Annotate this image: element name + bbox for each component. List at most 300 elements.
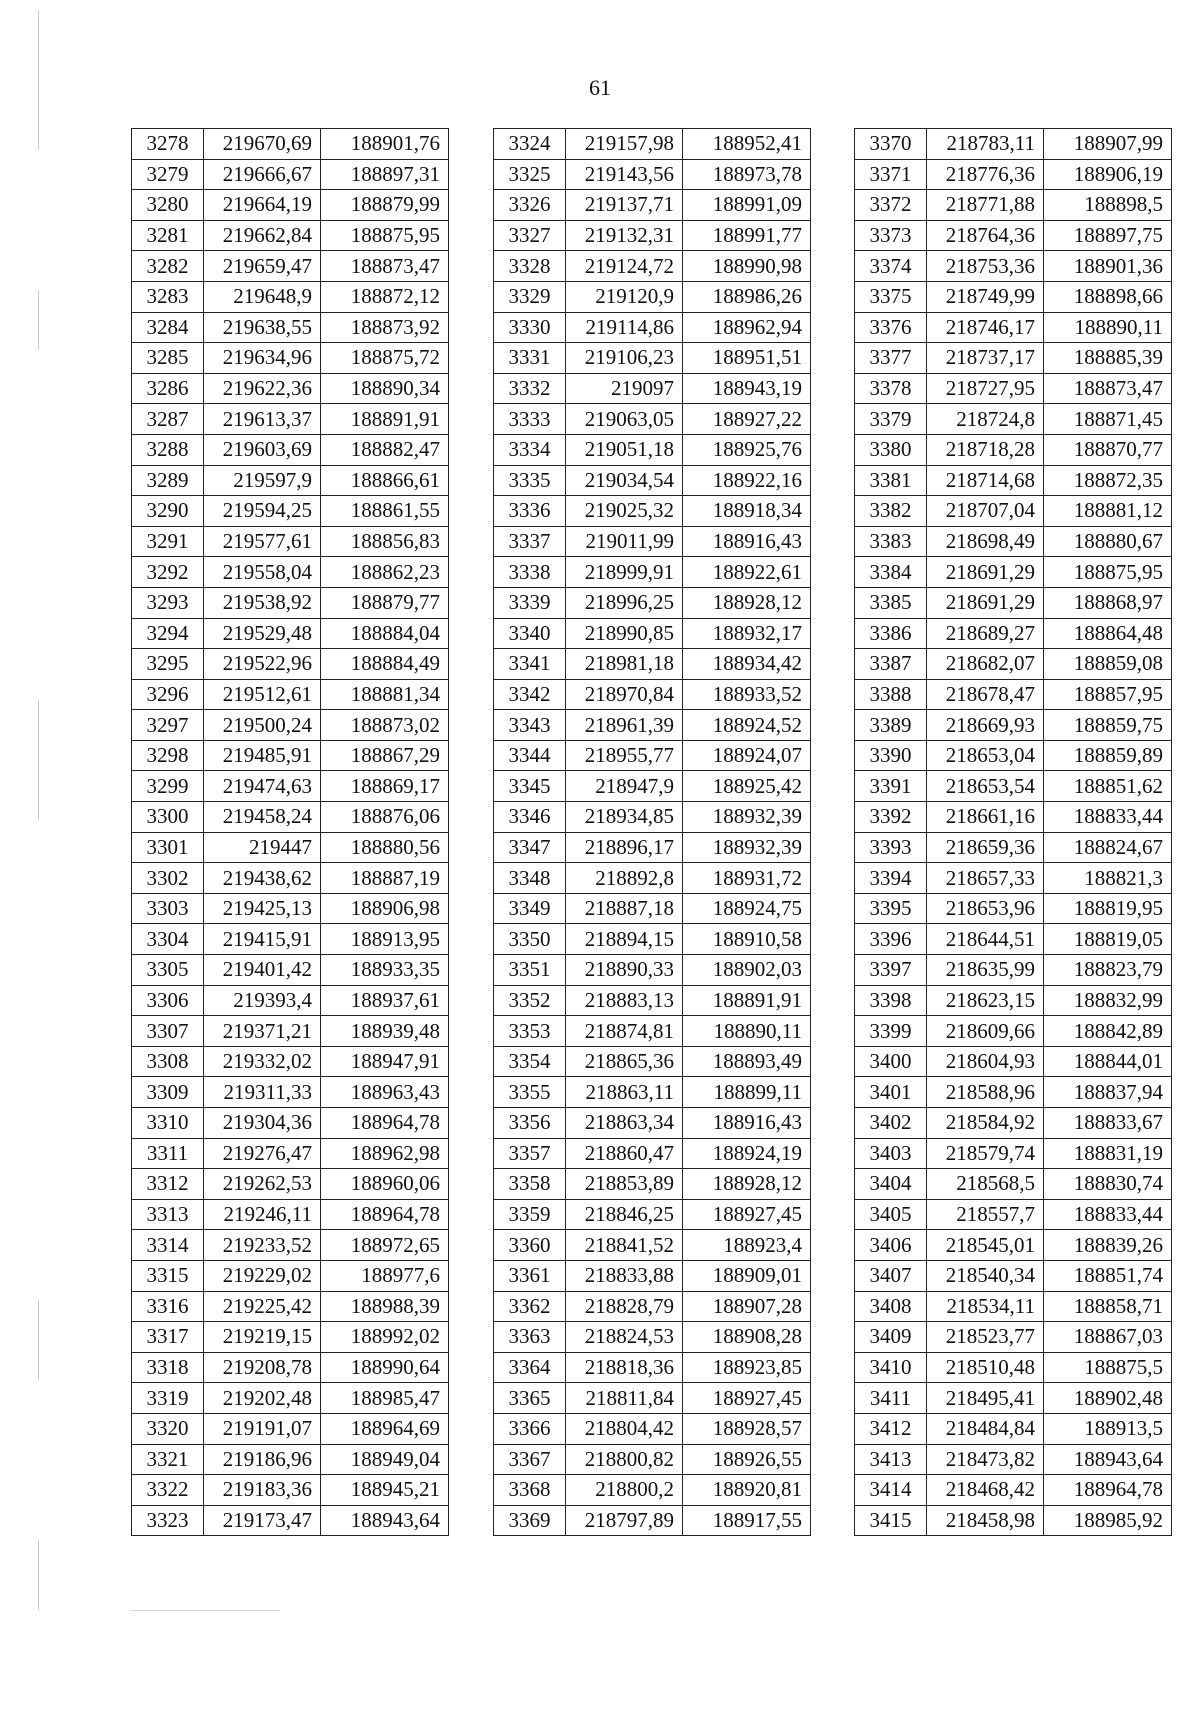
point-number-cell: 3388 bbox=[855, 679, 927, 710]
table-row bbox=[855, 557, 1172, 588]
y-coordinate-cell: 188856,83 bbox=[321, 526, 449, 557]
y-coordinate-cell: 188964,69 bbox=[321, 1413, 449, 1444]
x-coordinate-cell: 218657,33 bbox=[927, 863, 1044, 894]
point-number-cell: 3345 bbox=[494, 771, 566, 802]
x-coordinate-cell: 218495,41 bbox=[927, 1383, 1044, 1414]
table-row bbox=[494, 618, 811, 649]
y-coordinate-cell: 188823,79 bbox=[1044, 955, 1172, 986]
point-number-cell: 3386 bbox=[855, 618, 927, 649]
x-coordinate-cell: 218947,9 bbox=[566, 771, 683, 802]
point-number-cell: 3327 bbox=[494, 220, 566, 251]
table-row bbox=[494, 1505, 811, 1536]
point-number-cell: 3318 bbox=[132, 1352, 204, 1383]
x-coordinate-cell: 219304,36 bbox=[204, 1108, 321, 1139]
point-number-cell: 3280 bbox=[132, 190, 204, 221]
x-coordinate-cell: 218484,84 bbox=[927, 1413, 1044, 1444]
point-number-cell: 3295 bbox=[132, 649, 204, 680]
point-number-cell: 3375 bbox=[855, 281, 927, 312]
point-number-cell: 3377 bbox=[855, 343, 927, 374]
table-row bbox=[132, 496, 449, 527]
x-coordinate-cell: 219538,92 bbox=[204, 587, 321, 618]
table-row bbox=[494, 434, 811, 465]
y-coordinate-cell: 188947,91 bbox=[321, 1046, 449, 1077]
y-coordinate-cell: 188910,58 bbox=[683, 924, 811, 955]
x-coordinate-cell: 218557,7 bbox=[927, 1199, 1044, 1230]
y-coordinate-cell: 188821,3 bbox=[1044, 863, 1172, 894]
x-coordinate-cell: 219634,96 bbox=[204, 343, 321, 374]
x-coordinate-cell: 219577,61 bbox=[204, 526, 321, 557]
table-row bbox=[132, 832, 449, 863]
table-row bbox=[855, 679, 1172, 710]
x-coordinate-cell: 218653,54 bbox=[927, 771, 1044, 802]
y-coordinate-cell: 188898,5 bbox=[1044, 190, 1172, 221]
point-number-cell: 3335 bbox=[494, 465, 566, 496]
point-number-cell: 3323 bbox=[132, 1505, 204, 1536]
x-coordinate-cell: 219415,91 bbox=[204, 924, 321, 955]
y-coordinate-cell: 188902,48 bbox=[1044, 1383, 1172, 1414]
x-coordinate-cell: 218990,85 bbox=[566, 618, 683, 649]
table-row bbox=[132, 1413, 449, 1444]
x-coordinate-cell: 218718,28 bbox=[927, 434, 1044, 465]
table-row bbox=[494, 1352, 811, 1383]
table-row bbox=[855, 159, 1172, 190]
scan-margin-line bbox=[38, 1540, 39, 1610]
x-coordinate-cell: 219659,47 bbox=[204, 251, 321, 282]
table-row bbox=[494, 1291, 811, 1322]
point-number-cell: 3391 bbox=[855, 771, 927, 802]
point-number-cell: 3310 bbox=[132, 1108, 204, 1139]
table-row bbox=[855, 832, 1172, 863]
point-number-cell: 3349 bbox=[494, 893, 566, 924]
table-row bbox=[855, 1169, 1172, 1200]
point-number-cell: 3400 bbox=[855, 1046, 927, 1077]
point-number-cell: 3336 bbox=[494, 496, 566, 527]
point-number-cell: 3306 bbox=[132, 985, 204, 1016]
table-row bbox=[855, 1383, 1172, 1414]
y-coordinate-cell: 188906,98 bbox=[321, 893, 449, 924]
x-coordinate-cell: 219120,9 bbox=[566, 281, 683, 312]
table-row bbox=[494, 771, 811, 802]
table-row bbox=[494, 1444, 811, 1475]
y-coordinate-cell: 188824,67 bbox=[1044, 832, 1172, 863]
point-number-cell: 3342 bbox=[494, 679, 566, 710]
y-coordinate-cell: 188833,44 bbox=[1044, 802, 1172, 833]
x-coordinate-cell: 219034,54 bbox=[566, 465, 683, 496]
table-row bbox=[132, 1077, 449, 1108]
y-coordinate-cell: 188923,4 bbox=[683, 1230, 811, 1261]
point-number-cell: 3346 bbox=[494, 802, 566, 833]
x-coordinate-cell: 219666,67 bbox=[204, 159, 321, 190]
x-coordinate-cell: 218828,79 bbox=[566, 1291, 683, 1322]
table-row bbox=[132, 1108, 449, 1139]
point-number-cell: 3338 bbox=[494, 557, 566, 588]
x-coordinate-cell: 219597,9 bbox=[204, 465, 321, 496]
x-coordinate-cell: 219097 bbox=[566, 373, 683, 404]
table-row bbox=[494, 832, 811, 863]
point-number-cell: 3293 bbox=[132, 587, 204, 618]
y-coordinate-cell: 188908,28 bbox=[683, 1322, 811, 1353]
table-row bbox=[132, 373, 449, 404]
x-coordinate-cell: 219246,11 bbox=[204, 1199, 321, 1230]
y-coordinate-cell: 188902,03 bbox=[683, 955, 811, 986]
table-row bbox=[494, 1138, 811, 1169]
table-row bbox=[132, 955, 449, 986]
table-row bbox=[132, 802, 449, 833]
point-number-cell: 3309 bbox=[132, 1077, 204, 1108]
x-coordinate-cell: 218800,2 bbox=[566, 1475, 683, 1506]
y-coordinate-cell: 188927,22 bbox=[683, 404, 811, 435]
table-row bbox=[132, 1138, 449, 1169]
y-coordinate-cell: 188859,08 bbox=[1044, 649, 1172, 680]
y-coordinate-cell: 188931,72 bbox=[683, 863, 811, 894]
x-coordinate-cell: 218863,11 bbox=[566, 1077, 683, 1108]
y-coordinate-cell: 188943,64 bbox=[321, 1505, 449, 1536]
x-coordinate-cell: 219393,4 bbox=[204, 985, 321, 1016]
y-coordinate-cell: 188932,17 bbox=[683, 618, 811, 649]
point-number-cell: 3340 bbox=[494, 618, 566, 649]
table-row bbox=[855, 802, 1172, 833]
x-coordinate-cell: 219512,61 bbox=[204, 679, 321, 710]
y-coordinate-cell: 188842,89 bbox=[1044, 1016, 1172, 1047]
table-row bbox=[855, 893, 1172, 924]
point-number-cell: 3284 bbox=[132, 312, 204, 343]
point-number-cell: 3387 bbox=[855, 649, 927, 680]
point-number-cell: 3348 bbox=[494, 863, 566, 894]
y-coordinate-cell: 188869,17 bbox=[321, 771, 449, 802]
point-number-cell: 3339 bbox=[494, 587, 566, 618]
x-coordinate-cell: 219603,69 bbox=[204, 434, 321, 465]
y-coordinate-cell: 188861,55 bbox=[321, 496, 449, 527]
y-coordinate-cell: 188916,43 bbox=[683, 526, 811, 557]
x-coordinate-cell: 218644,51 bbox=[927, 924, 1044, 955]
x-coordinate-cell: 219558,04 bbox=[204, 557, 321, 588]
point-number-cell: 3330 bbox=[494, 312, 566, 343]
table-row bbox=[494, 1260, 811, 1291]
x-coordinate-cell: 218545,01 bbox=[927, 1230, 1044, 1261]
point-number-cell: 3362 bbox=[494, 1291, 566, 1322]
table-row bbox=[855, 649, 1172, 680]
x-coordinate-cell: 218892,8 bbox=[566, 863, 683, 894]
point-number-cell: 3322 bbox=[132, 1475, 204, 1506]
y-coordinate-cell: 188875,72 bbox=[321, 343, 449, 374]
y-coordinate-cell: 188866,61 bbox=[321, 465, 449, 496]
point-number-cell: 3397 bbox=[855, 955, 927, 986]
y-coordinate-cell: 188872,35 bbox=[1044, 465, 1172, 496]
point-number-cell: 3303 bbox=[132, 893, 204, 924]
y-coordinate-cell: 188922,61 bbox=[683, 557, 811, 588]
point-number-cell: 3308 bbox=[132, 1046, 204, 1077]
table-row bbox=[132, 1291, 449, 1322]
table-row bbox=[132, 557, 449, 588]
table-row bbox=[494, 496, 811, 527]
point-number-cell: 3325 bbox=[494, 159, 566, 190]
table-row bbox=[855, 1230, 1172, 1261]
y-coordinate-cell: 188901,76 bbox=[321, 129, 449, 160]
table-row bbox=[855, 1413, 1172, 1444]
point-number-cell: 3304 bbox=[132, 924, 204, 955]
point-number-cell: 3291 bbox=[132, 526, 204, 557]
y-coordinate-cell: 188867,03 bbox=[1044, 1322, 1172, 1353]
table-row bbox=[132, 740, 449, 771]
point-number-cell: 3337 bbox=[494, 526, 566, 557]
x-coordinate-cell: 219276,47 bbox=[204, 1138, 321, 1169]
x-coordinate-cell: 219500,24 bbox=[204, 710, 321, 741]
y-coordinate-cell: 188990,64 bbox=[321, 1352, 449, 1383]
y-coordinate-cell: 188899,11 bbox=[683, 1077, 811, 1108]
table-row bbox=[494, 924, 811, 955]
point-number-cell: 3364 bbox=[494, 1352, 566, 1383]
table-row bbox=[855, 1046, 1172, 1077]
x-coordinate-cell: 219225,42 bbox=[204, 1291, 321, 1322]
y-coordinate-cell: 188864,48 bbox=[1044, 618, 1172, 649]
x-coordinate-cell: 219311,33 bbox=[204, 1077, 321, 1108]
point-number-cell: 3382 bbox=[855, 496, 927, 527]
x-coordinate-cell: 218981,18 bbox=[566, 649, 683, 680]
y-coordinate-cell: 188857,95 bbox=[1044, 679, 1172, 710]
point-number-cell: 3290 bbox=[132, 496, 204, 527]
table-row bbox=[855, 373, 1172, 404]
x-coordinate-cell: 218568,5 bbox=[927, 1169, 1044, 1200]
y-coordinate-cell: 188884,04 bbox=[321, 618, 449, 649]
table-row bbox=[494, 985, 811, 1016]
y-coordinate-cell: 188867,29 bbox=[321, 740, 449, 771]
point-number-cell: 3370 bbox=[855, 129, 927, 160]
table-row bbox=[132, 220, 449, 251]
x-coordinate-cell: 219438,62 bbox=[204, 863, 321, 894]
x-coordinate-cell: 218579,74 bbox=[927, 1138, 1044, 1169]
point-number-cell: 3352 bbox=[494, 985, 566, 1016]
table-row bbox=[855, 1475, 1172, 1506]
point-number-cell: 3390 bbox=[855, 740, 927, 771]
point-number-cell: 3383 bbox=[855, 526, 927, 557]
table-row bbox=[494, 129, 811, 160]
point-number-cell: 3279 bbox=[132, 159, 204, 190]
point-number-cell: 3317 bbox=[132, 1322, 204, 1353]
point-number-cell: 3326 bbox=[494, 190, 566, 221]
x-coordinate-cell: 219371,21 bbox=[204, 1016, 321, 1047]
point-number-cell: 3409 bbox=[855, 1322, 927, 1353]
table-row bbox=[494, 465, 811, 496]
x-coordinate-cell: 218887,18 bbox=[566, 893, 683, 924]
point-number-cell: 3331 bbox=[494, 343, 566, 374]
table-row bbox=[855, 1291, 1172, 1322]
y-coordinate-cell: 188868,97 bbox=[1044, 587, 1172, 618]
x-coordinate-cell: 218934,85 bbox=[566, 802, 683, 833]
y-coordinate-cell: 188943,64 bbox=[1044, 1444, 1172, 1475]
point-number-cell: 3396 bbox=[855, 924, 927, 955]
x-coordinate-cell: 218749,99 bbox=[927, 281, 1044, 312]
table-row bbox=[855, 618, 1172, 649]
y-coordinate-cell: 188925,76 bbox=[683, 434, 811, 465]
y-coordinate-cell: 188933,35 bbox=[321, 955, 449, 986]
y-coordinate-cell: 188901,36 bbox=[1044, 251, 1172, 282]
table-row bbox=[494, 1230, 811, 1261]
point-number-cell: 3285 bbox=[132, 343, 204, 374]
table-row bbox=[132, 434, 449, 465]
y-coordinate-cell: 188875,5 bbox=[1044, 1352, 1172, 1383]
table-row bbox=[855, 251, 1172, 282]
point-number-cell: 3361 bbox=[494, 1260, 566, 1291]
point-number-cell: 3298 bbox=[132, 740, 204, 771]
y-coordinate-cell: 188879,77 bbox=[321, 587, 449, 618]
point-number-cell: 3299 bbox=[132, 771, 204, 802]
table-row bbox=[855, 1322, 1172, 1353]
table-row bbox=[132, 159, 449, 190]
y-coordinate-cell: 188881,34 bbox=[321, 679, 449, 710]
table-row bbox=[132, 649, 449, 680]
y-coordinate-cell: 188922,16 bbox=[683, 465, 811, 496]
table-row bbox=[855, 129, 1172, 160]
point-number-cell: 3294 bbox=[132, 618, 204, 649]
point-number-cell: 3381 bbox=[855, 465, 927, 496]
y-coordinate-cell: 188851,74 bbox=[1044, 1260, 1172, 1291]
table-row bbox=[132, 1169, 449, 1200]
x-coordinate-cell: 219332,02 bbox=[204, 1046, 321, 1077]
page-number: 61 bbox=[589, 75, 611, 100]
point-number-cell: 3300 bbox=[132, 802, 204, 833]
y-coordinate-cell: 188871,45 bbox=[1044, 404, 1172, 435]
table-row bbox=[132, 1016, 449, 1047]
table-row bbox=[132, 710, 449, 741]
y-coordinate-cell: 188925,42 bbox=[683, 771, 811, 802]
point-number-cell: 3351 bbox=[494, 955, 566, 986]
coordinates-table-3 bbox=[854, 128, 1172, 1536]
y-coordinate-cell: 188943,19 bbox=[683, 373, 811, 404]
table-row bbox=[855, 587, 1172, 618]
point-number-cell: 3315 bbox=[132, 1260, 204, 1291]
y-coordinate-cell: 188951,51 bbox=[683, 343, 811, 374]
table-row bbox=[132, 1322, 449, 1353]
x-coordinate-cell: 218691,29 bbox=[927, 587, 1044, 618]
x-coordinate-cell: 218783,11 bbox=[927, 129, 1044, 160]
x-coordinate-cell: 218584,92 bbox=[927, 1108, 1044, 1139]
y-coordinate-cell: 188937,61 bbox=[321, 985, 449, 1016]
y-coordinate-cell: 188985,92 bbox=[1044, 1505, 1172, 1536]
y-coordinate-cell: 188887,19 bbox=[321, 863, 449, 894]
point-number-cell: 3373 bbox=[855, 220, 927, 251]
x-coordinate-cell: 219132,31 bbox=[566, 220, 683, 251]
x-coordinate-cell: 218653,04 bbox=[927, 740, 1044, 771]
y-coordinate-cell: 188881,12 bbox=[1044, 496, 1172, 527]
x-coordinate-cell: 218635,99 bbox=[927, 955, 1044, 986]
x-coordinate-cell: 219186,96 bbox=[204, 1444, 321, 1475]
y-coordinate-cell: 188833,44 bbox=[1044, 1199, 1172, 1230]
x-coordinate-cell: 218653,96 bbox=[927, 893, 1044, 924]
point-number-cell: 3366 bbox=[494, 1413, 566, 1444]
point-number-cell: 3369 bbox=[494, 1505, 566, 1536]
y-coordinate-cell: 188875,95 bbox=[321, 220, 449, 251]
point-number-cell: 3379 bbox=[855, 404, 927, 435]
table-row bbox=[132, 1046, 449, 1077]
table-row bbox=[855, 985, 1172, 1016]
y-coordinate-cell: 188893,49 bbox=[683, 1046, 811, 1077]
coordinates-table-2 bbox=[493, 128, 811, 1536]
point-number-cell: 3413 bbox=[855, 1444, 927, 1475]
x-coordinate-cell: 218833,88 bbox=[566, 1260, 683, 1291]
x-coordinate-cell: 218727,95 bbox=[927, 373, 1044, 404]
table-row bbox=[132, 190, 449, 221]
point-number-cell: 3307 bbox=[132, 1016, 204, 1047]
y-coordinate-cell: 188928,12 bbox=[683, 1169, 811, 1200]
table-row bbox=[494, 281, 811, 312]
x-coordinate-cell: 218860,47 bbox=[566, 1138, 683, 1169]
y-coordinate-cell: 188924,19 bbox=[683, 1138, 811, 1169]
x-coordinate-cell: 219114,86 bbox=[566, 312, 683, 343]
y-coordinate-cell: 188932,39 bbox=[683, 802, 811, 833]
point-number-cell: 3289 bbox=[132, 465, 204, 496]
table-row bbox=[494, 802, 811, 833]
table-row bbox=[132, 129, 449, 160]
table-row bbox=[494, 343, 811, 374]
table-row bbox=[494, 863, 811, 894]
y-coordinate-cell: 188986,26 bbox=[683, 281, 811, 312]
y-coordinate-cell: 188913,5 bbox=[1044, 1413, 1172, 1444]
table-row bbox=[855, 343, 1172, 374]
y-coordinate-cell: 188928,12 bbox=[683, 587, 811, 618]
x-coordinate-cell: 218473,82 bbox=[927, 1444, 1044, 1475]
point-number-cell: 3297 bbox=[132, 710, 204, 741]
x-coordinate-cell: 218737,17 bbox=[927, 343, 1044, 374]
table-row bbox=[494, 557, 811, 588]
y-coordinate-cell: 188909,01 bbox=[683, 1260, 811, 1291]
table-row bbox=[855, 955, 1172, 986]
y-coordinate-cell: 188992,02 bbox=[321, 1322, 449, 1353]
y-coordinate-cell: 188924,52 bbox=[683, 710, 811, 741]
table-row bbox=[494, 679, 811, 710]
x-coordinate-cell: 218659,36 bbox=[927, 832, 1044, 863]
y-coordinate-cell: 188934,42 bbox=[683, 649, 811, 680]
x-coordinate-cell: 218468,42 bbox=[927, 1475, 1044, 1506]
y-coordinate-cell: 188876,06 bbox=[321, 802, 449, 833]
table-row bbox=[855, 1199, 1172, 1230]
point-number-cell: 3328 bbox=[494, 251, 566, 282]
y-coordinate-cell: 188837,94 bbox=[1044, 1077, 1172, 1108]
table-row bbox=[855, 1016, 1172, 1047]
point-number-cell: 3358 bbox=[494, 1169, 566, 1200]
point-number-cell: 3319 bbox=[132, 1383, 204, 1414]
y-coordinate-cell: 188962,94 bbox=[683, 312, 811, 343]
coordinates-table-1 bbox=[131, 128, 449, 1536]
table-row bbox=[132, 924, 449, 955]
table-row bbox=[855, 496, 1172, 527]
y-coordinate-cell: 188928,57 bbox=[683, 1413, 811, 1444]
x-coordinate-cell: 218698,49 bbox=[927, 526, 1044, 557]
x-coordinate-cell: 219063,05 bbox=[566, 404, 683, 435]
table-row bbox=[132, 893, 449, 924]
x-coordinate-cell: 219529,48 bbox=[204, 618, 321, 649]
point-number-cell: 3385 bbox=[855, 587, 927, 618]
y-coordinate-cell: 188898,66 bbox=[1044, 281, 1172, 312]
table-row bbox=[494, 649, 811, 680]
point-number-cell: 3343 bbox=[494, 710, 566, 741]
table-row bbox=[494, 1169, 811, 1200]
table-row bbox=[132, 1383, 449, 1414]
x-coordinate-cell: 218804,42 bbox=[566, 1413, 683, 1444]
table-row bbox=[494, 526, 811, 557]
scan-margin-line bbox=[38, 700, 39, 820]
x-coordinate-cell: 219670,69 bbox=[204, 129, 321, 160]
point-number-cell: 3350 bbox=[494, 924, 566, 955]
y-coordinate-cell: 188960,06 bbox=[321, 1169, 449, 1200]
table-row bbox=[132, 1230, 449, 1261]
table-row bbox=[494, 587, 811, 618]
table-row bbox=[132, 251, 449, 282]
x-coordinate-cell: 219664,19 bbox=[204, 190, 321, 221]
table-row bbox=[855, 710, 1172, 741]
x-coordinate-cell: 219622,36 bbox=[204, 373, 321, 404]
table-row bbox=[494, 220, 811, 251]
y-coordinate-cell: 188972,65 bbox=[321, 1230, 449, 1261]
